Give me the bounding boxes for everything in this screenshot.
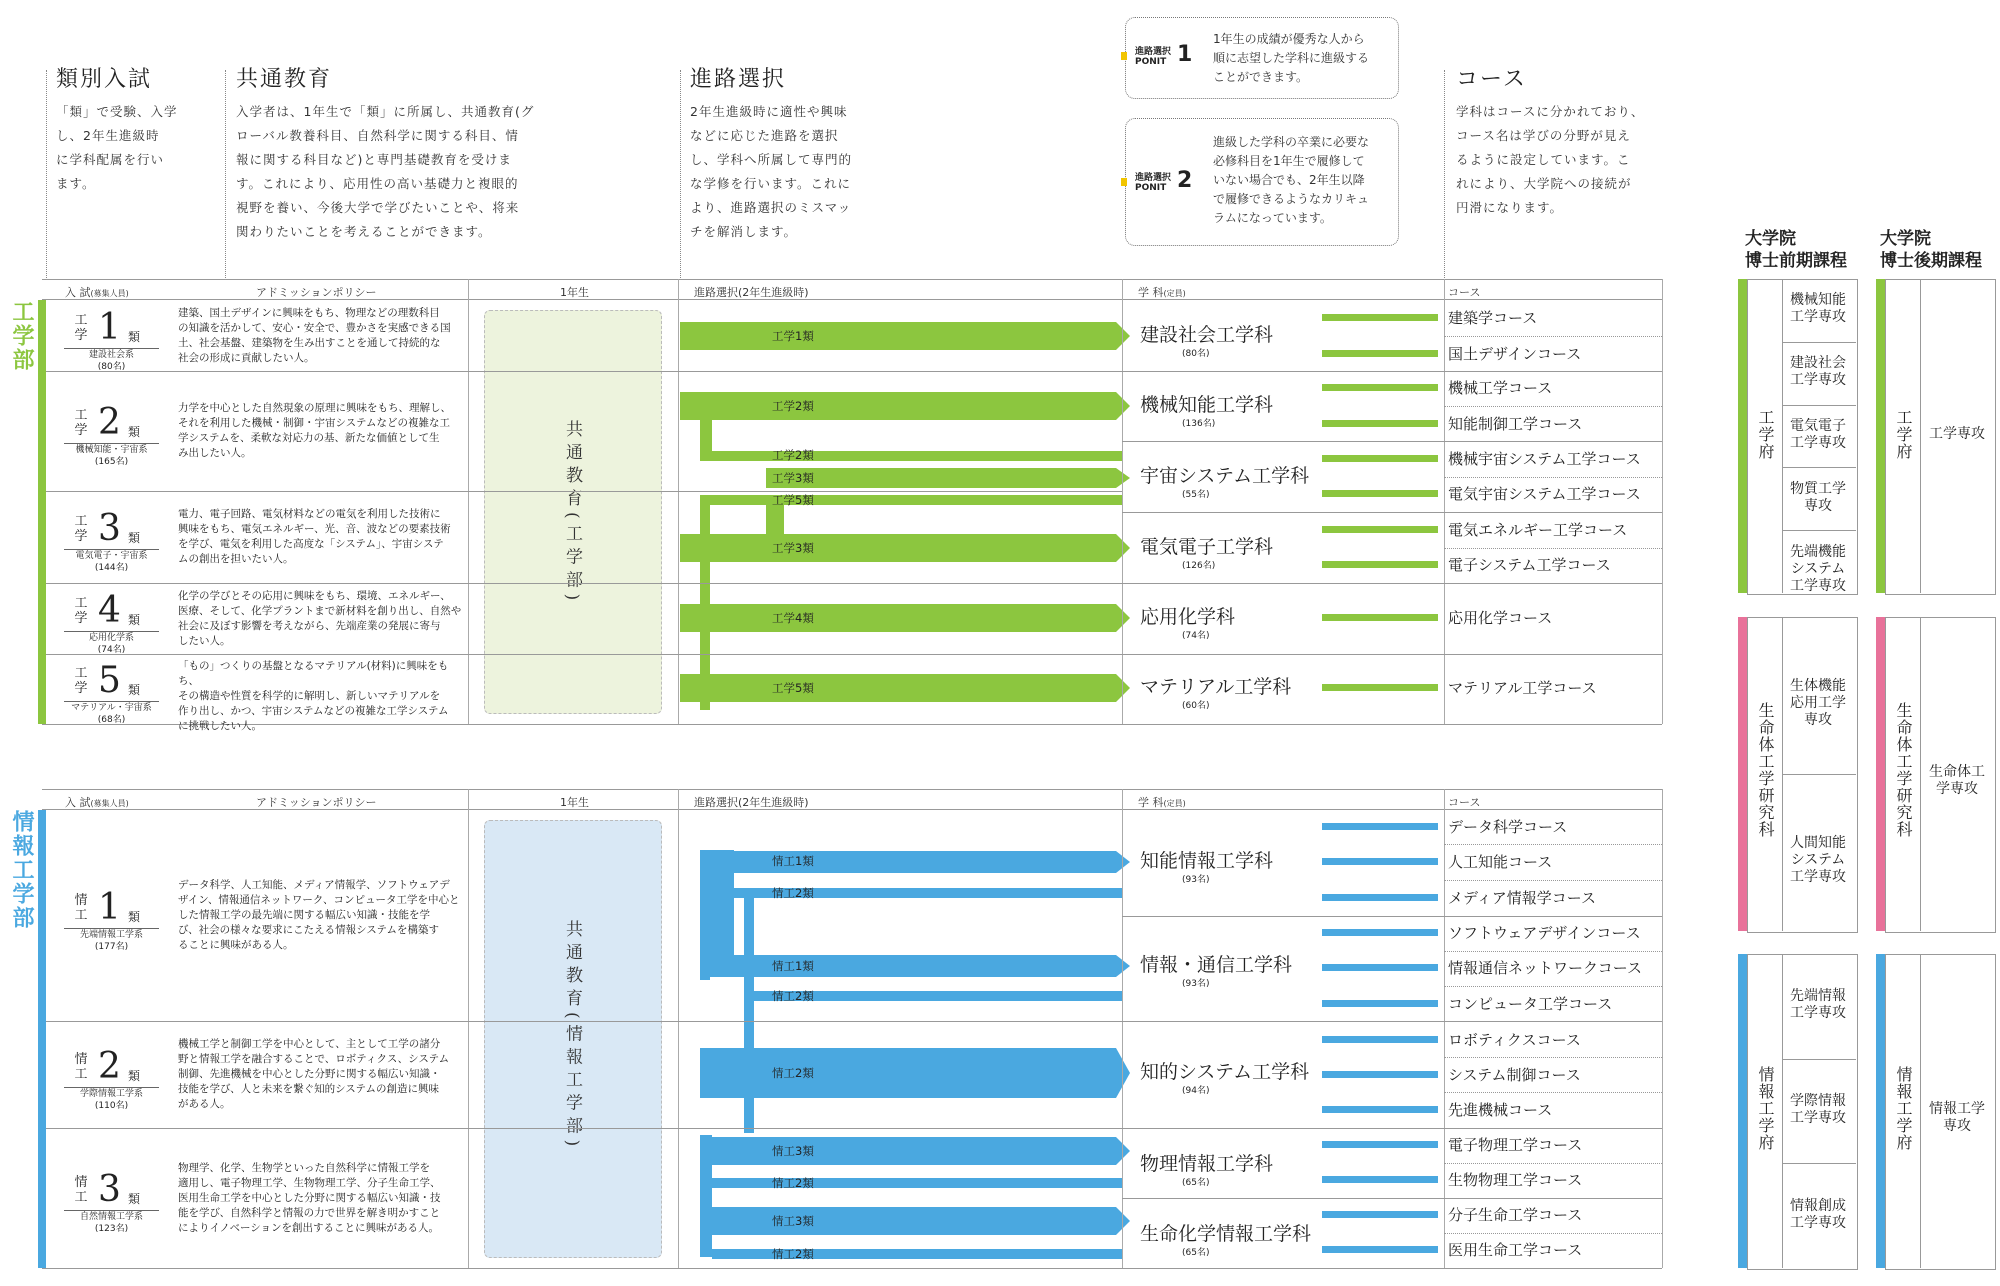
department-name: 知能情報工学科 [1140,850,1274,872]
policy-line: み出したい人。 [178,447,252,459]
flow-label: 情工1類 [772,854,814,868]
policy-line: 興味をもち、電気エネルギー、光、音、波などの要素技術 [178,523,451,535]
graduate-major: 機械知能工学専攻 [1790,292,1846,326]
entrance-rui: 類 [128,329,141,344]
entrance-capacity: (144名) [94,563,129,573]
policy-line: その構造や性質を科学的に解明し、新しいマテリアルを [178,690,441,702]
course-bar [1322,455,1438,462]
row-divider [46,1021,1122,1022]
policy-line: 適用し、電子物理工学、生物物理工学、分子生命工学、 [178,1176,441,1189]
entrance-system: 自然情報工学系 [64,1210,159,1224]
section-desc-entrance: 「類」で受験、入学 し、2年生進級時 に学科配属を行い ます。 [56,104,178,191]
policy-line: ムの創出を担いたい人。 [178,553,294,565]
flow-bar [680,392,1130,420]
entrance-system: 電気電子・宇宙系 [64,549,159,563]
graduate-school-name: 工学府 [1894,409,1913,460]
flow-label: 工学4類 [772,611,814,625]
course-name: データ科学コース [1448,818,1568,836]
col-path: 進路選択(2年生進級時) [694,796,809,809]
course-divider [1444,1092,1662,1093]
entrance-number: 2 [98,402,121,443]
graduate-color-bar [1738,279,1747,593]
policy-line: に挑戦したい人。 [178,720,262,732]
department-capacity: (94名) [1182,1086,1210,1096]
graduate-color-bar [1876,954,1885,1268]
graduate-color-bar [1738,617,1747,931]
course-name: 生物物理工学コース [1448,1171,1583,1189]
col-dept: 学 科(定員) [1138,286,1186,299]
department-capacity: (65名) [1182,1248,1210,1258]
flow-bar [700,851,1130,873]
entrance-capacity: (123名) [94,1224,129,1234]
department-name: 情報・通信工学科 [1140,954,1293,976]
flow-bar [700,495,1122,505]
row-divider [46,491,1122,492]
course-bar [1322,350,1438,357]
department-capacity: (93名) [1182,875,1210,885]
course-bar [1322,561,1438,568]
course-divider [1444,951,1662,952]
course-bar [1322,490,1438,497]
col-entrance: 入 試(募集人員) [65,796,129,809]
admission-policy [178,507,463,567]
policy-line: 化学の学びとその応用に興味をもち、環境、エネルギー、 [178,589,451,602]
course-divider [1444,336,1662,337]
course-name: 先進機械コース [1448,1101,1553,1119]
course-bar [1322,314,1438,321]
department-name: マテリアル工学科 [1140,676,1292,698]
entrance-rui: 類 [128,1192,141,1206]
course-divider [1444,1163,1662,1164]
policy-line: それを利用した機械・制御・宇宙システムなどの複雑な工 [178,417,450,429]
course-name: 電気宇宙システム工学コース [1448,485,1641,503]
graduate-major: 生命体工学専攻 [1929,764,1985,797]
flow-bar [700,1048,1130,1098]
admission-policy [178,659,463,734]
course-divider [1444,1057,1662,1058]
flow-bar [680,674,1130,702]
entrance-group-label: 情 工 [74,892,88,923]
policy-line: 力学を中心とした自然現象の原理に興味をもち、理解し、 [178,402,451,414]
course-bar [1322,526,1438,533]
department-capacity: (93名) [1182,979,1210,989]
graduate-major: 電気電子工学専攻 [1790,418,1846,451]
department-capacity: (74名) [1182,631,1210,641]
col-course: コース [1448,286,1481,299]
flow-bar [700,1137,1130,1165]
graduate-major: 先端情報工学専攻 [1790,988,1846,1022]
flow-label: 情工2類 [772,1176,814,1190]
course-divider [1444,1233,1662,1234]
entrance-number: 1 [98,886,121,928]
flow-connector [700,406,712,458]
major-divider [1782,774,1856,775]
common-education-label: 共通教育(情報工学部) [562,920,582,1153]
dept-divider [1122,512,1662,513]
policy-line: び、社会の様々な要求にこたえる情報システムを構築す [178,924,440,936]
point-2-label: 進路選択 PONIT [1135,173,1172,193]
entrance-rui: 類 [128,612,141,627]
policy-line: によりイノベーションを創出することに興味がある人。 [178,1221,440,1234]
policy-line: 医用生命工学を中心とした分野に関する幅広い知識・技 [178,1191,441,1204]
graduate-divider [1920,954,1921,1268]
course-bar [1322,1106,1438,1113]
point-2-number: 2 [1177,168,1193,193]
flow-label: 情工2類 [772,886,814,900]
policy-line: 医療、そして、化学プラントまで新材料を創り出し、自然や [178,604,462,617]
point-1-text: 1年生の成績が優秀な人から 順に志望した学科に進級する ことができます。 [1213,32,1370,84]
graduate-divider [1782,954,1783,1268]
department-capacity: (80名) [1182,349,1210,359]
doctor-heading: 大学院 博士後期課程 [1880,229,1982,271]
course-name: 電子システム工学コース [1448,556,1611,574]
graduate-school-name: 生命体工学研究科 [1756,702,1775,838]
course-name: 機械宇宙システム工学コース [1448,450,1641,468]
policy-line: 作り出し、かつ、宇宙システムなどの複雑な工学システム [178,705,449,717]
entrance-number: 5 [98,660,121,701]
course-divider [1444,548,1662,549]
course-name: 情報通信ネットワークコース [1448,959,1642,977]
entrance-system: 機械知能・宇宙系 [64,443,159,457]
entrance-system: 先端情報工学系 [64,928,159,942]
flow-bar [700,955,1130,977]
common-education-label: 共通教育(工学部) [562,420,582,607]
course-name: 人工知能コース [1448,853,1553,871]
course-name: 医用生命工学コース [1448,1241,1583,1259]
course-name: 応用化学コース [1448,609,1553,627]
col-path: 進路選択(2年生進級時) [694,286,809,299]
policy-line: ザイン、情報通信ネットワーク、コンピュータ工学を中心と [178,894,460,906]
entrance-capacity: (68名) [97,715,126,725]
graduate-color-bar [1876,279,1885,593]
graduate-color-bar [1738,954,1747,1268]
entrance-group-label: 工 学 [74,595,88,626]
major-divider [1782,342,1856,343]
entrance-group-label: 工 学 [74,408,88,438]
entrance-group-label: 情 工 [74,1175,88,1205]
dept-divider [1122,441,1662,442]
course-bar [1322,858,1438,865]
entrance-rui: 類 [128,531,141,545]
course-divider [1444,406,1662,407]
course-name: マテリアル工学コース [1448,679,1597,697]
course-divider [1444,986,1662,987]
graduate-major: 情報創成工学専攻 [1790,1197,1846,1231]
course-bar [1322,929,1438,936]
entrance-group-label: 情 工 [74,1051,88,1082]
graduate-major: 工学専攻 [1929,426,1985,442]
faculty-title-information: 情報工学部 [9,810,34,930]
faculty-title-engineering: 工学部 [9,300,34,372]
course-name: 国土デザインコース [1448,345,1582,363]
course-name: 知能制御工学コース [1448,415,1583,433]
policy-line: 土、社会基盤、建築物を生み出すことを通して持続的な [178,336,441,349]
course-bar [1322,823,1438,830]
admission-policy [178,878,463,953]
graduate-color-bar [1876,617,1885,931]
course-bar [1322,1036,1438,1043]
dept-divider [1122,916,1662,917]
major-divider [1782,1059,1856,1060]
col-policy: アドミッションポリシー [256,796,377,809]
section-desc-common: 入学者は、1年生で「類」に所属し、共通教育(グ ローバル教養科目、自然科学に関する科目、情 報に関する科目など)と専門基礎教育を受けま す。これにより、応用性の高い基礎力と複眼的 視野を養い、今後大学で学びたいことや、将来 関わりたいことを考えることができます。 [236,104,535,239]
department-name: 生命化学情報工学科 [1140,1223,1312,1245]
policy-line: 学システムを、柔軟な対応力の基、新たな価値として生 [178,432,440,444]
col-course: コース [1448,796,1481,809]
department-name: 宇宙システム工学科 [1140,465,1310,487]
major-divider [1782,1163,1856,1164]
section-title-entrance: 類別入試 [56,67,153,92]
department-name: 応用化学科 [1140,606,1236,628]
col-year1: 1年生 [560,286,589,299]
entrance-capacity: (80名) [97,361,126,372]
entrance-group-label: 工 学 [74,514,88,544]
entrance-system: 建設社会系 [64,348,159,362]
flow-bar [700,1207,1130,1235]
graduate-major: 物質工学専攻 [1790,480,1846,514]
department-capacity: (126名) [1182,561,1216,571]
dept-divider [1122,583,1662,584]
section-title-course: コース [1456,67,1527,92]
graduate-major: 情報工学専攻 [1929,1101,1985,1134]
flow-label: 情工1類 [772,959,814,973]
policy-line: 電力、電子回路、電気材料などの電気を利用した技術に [178,508,441,520]
entrance-rui: 類 [128,683,141,697]
policy-line: した情報工学の最先端に関する幅広い知識・技能を学 [178,909,430,921]
col-year1: 1年生 [560,796,589,809]
graduate-major: 人間知能システム工学専攻 [1790,834,1846,885]
course-name: ソフトウェアデザインコース [1448,924,1641,942]
policy-line: 能を学び、自然科学と情報の力で世界を解き明かすこと [178,1206,441,1219]
policy-line: 制御、先進機械を中心とした分野に関する幅広い知識・ [178,1068,441,1080]
policy-line: 技能を学び、人と未来を繋ぐ知的システムの創造に興味 [178,1083,440,1095]
faculty-color-bar [38,810,46,1268]
entrance-number: 3 [98,1169,121,1210]
policy-line: 機械工学と制御工学を中心として、主として工学の諸分 [178,1038,441,1050]
flow-label: 工学5類 [772,493,814,507]
dept-divider [1122,371,1662,372]
course-name: 分子生命工学コース [1448,1206,1583,1224]
graduate-divider [1920,617,1921,931]
point-2-text: 進級した学科の卒業に必要な 必修科目を1年生で履修して いない場合でも、2年生以降 で履修できるようなカリキュ ラムになっています。 [1213,135,1370,225]
graduate-divider [1782,279,1783,593]
course-name: 電気エネルギー工学コース [1448,521,1628,539]
flow-label: 情工2類 [772,1247,814,1261]
course-bar [1322,684,1438,691]
course-name: 電子物理工学コース [1448,1136,1583,1154]
admission-policy [178,589,463,649]
flow-label: 情工2類 [772,989,814,1003]
flow-label: 工学1類 [772,329,814,343]
flow-label: 工学2類 [772,399,814,413]
course-bar [1322,964,1438,971]
course-bar [1322,1141,1438,1148]
row-divider [46,1128,1122,1129]
course-bar [1322,614,1438,621]
entrance-number: 2 [98,1045,121,1087]
graduate-major: 学際情報工学専攻 [1790,1093,1846,1126]
entrance-rui: 類 [128,909,141,924]
department-capacity: (65名) [1182,1178,1210,1188]
faculty-color-bar [38,300,46,724]
point-1-label: 進路選択 PONIT [1135,47,1172,67]
course-name: システム制御コース [1448,1066,1581,1084]
course-name: ロボティクスコース [1448,1031,1581,1049]
entrance-number: 1 [98,306,121,348]
dept-divider [1122,1198,1662,1199]
policy-line: 社会の形成に貢献したい人。 [178,351,315,364]
course-divider [1444,477,1662,478]
entrance-capacity: (74名) [97,644,126,655]
department-name: 知的システム工学科 [1140,1061,1310,1083]
row-divider [46,583,1122,584]
graduate-major: 建設社会工学専攻 [1790,355,1846,389]
course-bar [1322,1000,1438,1007]
department-name: 電気電子工学科 [1140,536,1274,558]
flow-bar [700,451,1122,461]
flow-label: 工学3類 [772,471,814,485]
course-name: メディア情報学コース [1448,889,1597,907]
graduate-major: 先端機能システム工学専攻 [1790,543,1846,594]
policy-line: を学び、電気を利用した高度な「システム」、宇宙システ [178,538,444,550]
flow-label: 情工3類 [772,1144,814,1158]
graduate-major: 生体機能応用工学専攻 [1790,677,1846,728]
entrance-capacity: (110名) [94,1100,129,1111]
major-divider [1782,467,1856,468]
flow-label: 情工2類 [772,1066,814,1080]
department-name: 機械知能工学科 [1140,394,1274,416]
course-divider [1444,844,1662,845]
col-dept: 学 科(定員) [1138,796,1186,809]
entrance-system: 応用化学系 [64,631,159,645]
major-divider [1782,530,1856,531]
dept-divider [1122,654,1662,655]
admission-policy [178,1161,463,1236]
dept-divider [1122,1128,1662,1129]
col-entrance: 入 試(募集人員) [65,286,129,299]
flow-label: 工学5類 [772,681,814,695]
course-name: 建築学コース [1448,309,1538,327]
policy-line: データ科学、人工知能、メディア情報学、ソフトウェアデ [178,879,450,891]
flow-bar [680,604,1130,632]
flow-bar [680,322,1130,350]
master-heading: 大学院 博士前期課程 [1745,229,1847,271]
policy-line: 建築、国土デザインに興味をもち、物理などの理数科目 [178,306,440,319]
department-name: 建設社会工学科 [1140,324,1274,346]
policy-line: がある人。 [178,1098,231,1110]
department-name: 物理情報工学科 [1140,1153,1274,1175]
policy-line: 物理学、化学、生物学といった自然科学に情報工学を [178,1161,430,1174]
course-bar [1322,1246,1438,1253]
point-1-number: 1 [1177,42,1193,67]
entrance-rui: 類 [128,1068,141,1083]
course-bar [1322,1211,1438,1218]
graduate-school-name: 工学府 [1756,409,1775,460]
dept-divider [1122,1021,1662,1022]
entrance-rui: 類 [128,425,141,439]
policy-line: したい人。 [178,634,231,647]
department-capacity: (55名) [1182,490,1210,500]
flow-label: 工学3類 [772,541,814,555]
section-title-path: 進路選択 [690,67,787,92]
flow-label: 工学2類 [772,448,814,462]
policy-line: 社会に及ぼす影響を考えながら、先端産業の発展に寄与 [178,619,441,632]
entrance-group-label: 工 学 [74,666,88,696]
flow-bar [680,534,1130,562]
graduate-divider [1920,279,1921,593]
row-divider [46,654,1122,655]
policy-line: ることに興味がある人。 [178,939,294,951]
department-capacity: (136名) [1182,419,1216,429]
admission-policy [178,306,463,366]
policy-line: 「もの」つくりの基盤となるマテリアル(材料)に興味をもち、 [178,660,449,687]
policy-line: の知識を活かして、安心・安全で、豊かさを実感できる国 [178,321,451,334]
entrance-capacity: (177名) [94,941,129,952]
graduate-school-name: 情報工学府 [1756,1066,1775,1151]
course-bar [1322,894,1438,901]
entrance-group-label: 工 学 [74,312,88,343]
entrance-capacity: (165名) [94,457,129,467]
course-bar [1322,384,1438,391]
admission-policy [178,1037,463,1112]
major-divider [1782,405,1856,406]
graduate-school-name: 生命体工学研究科 [1894,702,1913,838]
entrance-number: 3 [98,508,121,549]
course-name: 機械工学コース [1448,379,1553,397]
course-bar [1322,420,1438,427]
flow-bar [766,468,1130,488]
flow-label: 情工3類 [772,1214,814,1228]
section-desc-path: 2年生進級時に適性や興味 などに応じた進路を選択 し、学科へ所属して専門的 な学修を行います。これに より、進路選択のミスマッ チを解消します。 [690,104,853,239]
course-divider [1444,880,1662,881]
course-name: コンピュータ工学コース [1448,995,1613,1013]
graduate-school-name: 情報工学府 [1894,1066,1913,1151]
department-capacity: (60名) [1182,701,1210,711]
section-desc-course: 学科はコースに分かれており、 コース名は学びの分野が見え るように設定しています。こ れにより、大学院への接続が 円滑になります。 [1456,104,1645,215]
course-bar [1322,1176,1438,1183]
policy-line: 野と情報工学を融合することで、ロボティクス、システム [178,1053,450,1065]
row-divider [46,371,1122,372]
section-title-common: 共通教育 [236,67,333,92]
admission-policy [178,401,463,461]
course-bar [1322,1071,1438,1078]
entrance-system: 学際情報工学系 [64,1087,159,1101]
col-policy: アドミッションポリシー [256,286,377,299]
entrance-number: 4 [98,589,121,631]
entrance-system: マテリアル・宇宙系 [64,701,159,715]
